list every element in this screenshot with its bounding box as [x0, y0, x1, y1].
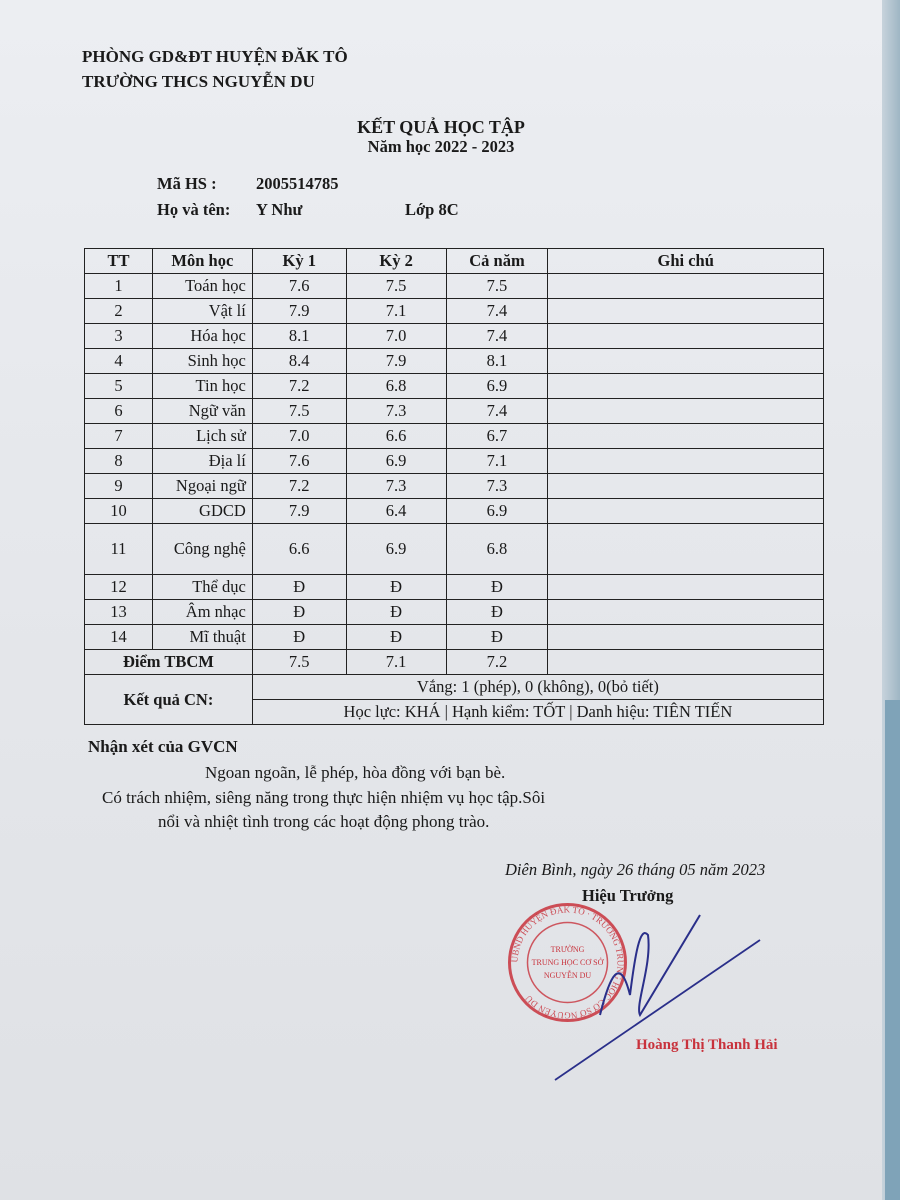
row-number: 11: [85, 524, 153, 575]
row-notes: [548, 575, 824, 600]
student-name-value: Y Như: [256, 200, 303, 219]
table-row: [85, 499, 824, 524]
year-score: 8.1: [446, 349, 548, 374]
row-notes: [548, 625, 824, 650]
term1-score: 7.6: [252, 274, 346, 299]
row-number: 4: [85, 349, 153, 374]
term2-score: 6.8: [346, 374, 446, 399]
term2-score: 7.1: [346, 299, 446, 324]
subject-name: Sinh học: [152, 349, 252, 374]
col-header-year: Cả năm: [446, 249, 548, 274]
tbcm-term2: 7.1: [346, 650, 446, 675]
row-notes: [548, 374, 824, 399]
table-header-row: [85, 249, 824, 274]
table-row: [85, 449, 824, 474]
row-number: 10: [85, 499, 153, 524]
student-id-value: 2005514785: [256, 174, 339, 193]
year-score: 6.7: [446, 424, 548, 449]
year-score: Đ: [446, 600, 548, 625]
term2-score: 6.9: [346, 449, 446, 474]
row-notes: [548, 600, 824, 625]
table-row: [85, 274, 824, 299]
col-header-tt: TT: [85, 249, 153, 274]
term2-score: 7.3: [346, 399, 446, 424]
student-name-label: Họ và tên:: [157, 200, 231, 219]
year-score: 7.4: [446, 324, 548, 349]
subject-name: Toán học: [152, 274, 252, 299]
comment-label: Nhận xét của GVCN: [88, 737, 238, 756]
row-number: 12: [85, 575, 153, 600]
col-header-notes: Ghi chú: [548, 249, 824, 274]
row-notes: [548, 474, 824, 499]
tbcm-label: Điểm TBCM: [85, 650, 253, 675]
row-number: 13: [85, 600, 153, 625]
signer-role: Hiệu Trưởng: [582, 886, 674, 905]
tbcm-notes: [548, 650, 824, 675]
year-score: 6.9: [446, 374, 548, 399]
tbcm-year: 7.2: [446, 650, 548, 675]
row-number: 1: [85, 274, 153, 299]
term1-score: 7.0: [252, 424, 346, 449]
year-score: Đ: [446, 625, 548, 650]
row-number: 9: [85, 474, 153, 499]
col-header-term1: Kỳ 1: [252, 249, 346, 274]
tbcm-term1: 7.5: [252, 650, 346, 675]
student-id-label: Mã HS :: [157, 174, 217, 193]
subject-name: Mĩ thuật: [152, 625, 252, 650]
signer-name: Hoàng Thị Thanh Hải: [636, 1037, 778, 1053]
result-label: Kết quả CN:: [85, 675, 253, 725]
svg-text:UBND HUYỆN ĐĂK TÔ · TRƯỜNG TRU: UBND HUYỆN ĐĂK TÔ · TRƯỜNG TRUNG HỌC CƠ SỞ NGUYỄN DU: [509, 904, 626, 1021]
comment-line-3: nổi và nhiệt tình trong các hoạt động phong trào.: [158, 812, 490, 831]
student-class: Lớp 8C: [405, 200, 459, 219]
term1-score: 7.2: [252, 374, 346, 399]
subject-name: Địa lí: [152, 449, 252, 474]
tbcm-row: [85, 650, 824, 675]
page-title: KẾT QUẢ HỌC TẬP: [357, 117, 525, 137]
row-number: 7: [85, 424, 153, 449]
result-row-absence: [85, 675, 824, 700]
term2-score: Đ: [346, 600, 446, 625]
table-row: [85, 424, 824, 449]
school-year: Năm học 2022 - 2023: [367, 137, 515, 156]
subject-name: Thể dục: [152, 575, 252, 600]
row-notes: [548, 299, 824, 324]
row-number: 3: [85, 324, 153, 349]
row-notes: [548, 499, 824, 524]
term2-score: 7.3: [346, 474, 446, 499]
row-number: 2: [85, 299, 153, 324]
year-score: 7.4: [446, 399, 548, 424]
svg-text:TRƯỜNG: TRƯỜNG: [550, 945, 585, 954]
row-notes: [548, 449, 824, 474]
table-row: [85, 575, 824, 600]
table-row: [85, 524, 824, 575]
table-row: [85, 299, 824, 324]
term2-score: Đ: [346, 625, 446, 650]
table-row: [85, 374, 824, 399]
year-score: 7.1: [446, 449, 548, 474]
subject-name: GDCD: [152, 499, 252, 524]
table-row: [85, 600, 824, 625]
table-row: [85, 399, 824, 424]
term2-score: 6.6: [346, 424, 446, 449]
subject-name: Ngoại ngữ: [152, 474, 252, 499]
table-row: [85, 474, 824, 499]
absence-summary: Vắng: 1 (phép), 0 (không), 0(bỏ tiết): [252, 675, 823, 700]
term1-score: 7.6: [252, 449, 346, 474]
table-row: [85, 625, 824, 650]
year-score: 7.5: [446, 274, 548, 299]
subject-name: Lịch sử: [152, 424, 252, 449]
term1-score: 6.6: [252, 524, 346, 575]
department-name: PHÒNG GD&ĐT HUYỆN ĐĂK TÔ: [82, 47, 348, 66]
term2-score: 7.5: [346, 274, 446, 299]
subject-name: Tin học: [152, 374, 252, 399]
subject-name: Công nghệ: [152, 524, 252, 575]
subject-name: Hóa học: [152, 324, 252, 349]
place-date: Diên Bình, ngày 26 tháng 05 năm 2023: [505, 860, 766, 879]
grades-table: [84, 248, 824, 725]
school-name: TRƯỜNG THCS NGUYỄN DU: [82, 72, 315, 91]
term1-score: Đ: [252, 600, 346, 625]
term1-score: Đ: [252, 575, 346, 600]
term1-score: 7.9: [252, 299, 346, 324]
term1-score: 8.1: [252, 324, 346, 349]
term2-score: Đ: [346, 575, 446, 600]
row-notes: [548, 349, 824, 374]
comment-line-2: Có trách nhiệm, siêng năng trong thực hiện nhiệm vụ học tập.Sôi: [102, 788, 546, 807]
term1-score: Đ: [252, 625, 346, 650]
table-row: [85, 324, 824, 349]
row-notes: [548, 424, 824, 449]
comment-line-1: Ngoan ngoãn, lễ phép, hòa đồng với bạn bè.: [205, 763, 506, 782]
subject-name: Ngữ văn: [152, 399, 252, 424]
term1-score: 8.4: [252, 349, 346, 374]
table-row: [85, 349, 824, 374]
conduct-summary: Học lực: KHÁ | Hạnh kiểm: TỐT | Danh hiệu: TIÊN TIẾN: [252, 700, 823, 725]
row-notes: [548, 274, 824, 299]
col-header-term2: Kỳ 2: [346, 249, 446, 274]
year-score: 6.8: [446, 524, 548, 575]
row-number: 5: [85, 374, 153, 399]
term1-score: 7.2: [252, 474, 346, 499]
principal-signature: [540, 895, 770, 1085]
row-number: 6: [85, 399, 153, 424]
row-notes: [548, 399, 824, 424]
row-number: 8: [85, 449, 153, 474]
svg-text:TRUNG HỌC CƠ SỞ: TRUNG HỌC CƠ SỞ: [531, 958, 604, 967]
term2-score: 7.9: [346, 349, 446, 374]
subject-name: Âm nhạc: [152, 600, 252, 625]
term2-score: 7.0: [346, 324, 446, 349]
term2-score: 6.4: [346, 499, 446, 524]
subject-name: Vật lí: [152, 299, 252, 324]
row-notes: [548, 524, 824, 575]
term1-score: 7.9: [252, 499, 346, 524]
col-header-subject: Môn học: [152, 249, 252, 274]
term1-score: 7.5: [252, 399, 346, 424]
year-score: 6.9: [446, 499, 548, 524]
year-score: 7.3: [446, 474, 548, 499]
year-score: 7.4: [446, 299, 548, 324]
year-score: Đ: [446, 575, 548, 600]
svg-text:NGUYỄN DU: NGUYỄN DU: [543, 971, 592, 980]
term2-score: 6.9: [346, 524, 446, 575]
row-notes: [548, 324, 824, 349]
background-edge-blue: [885, 700, 900, 1200]
row-number: 14: [85, 625, 153, 650]
